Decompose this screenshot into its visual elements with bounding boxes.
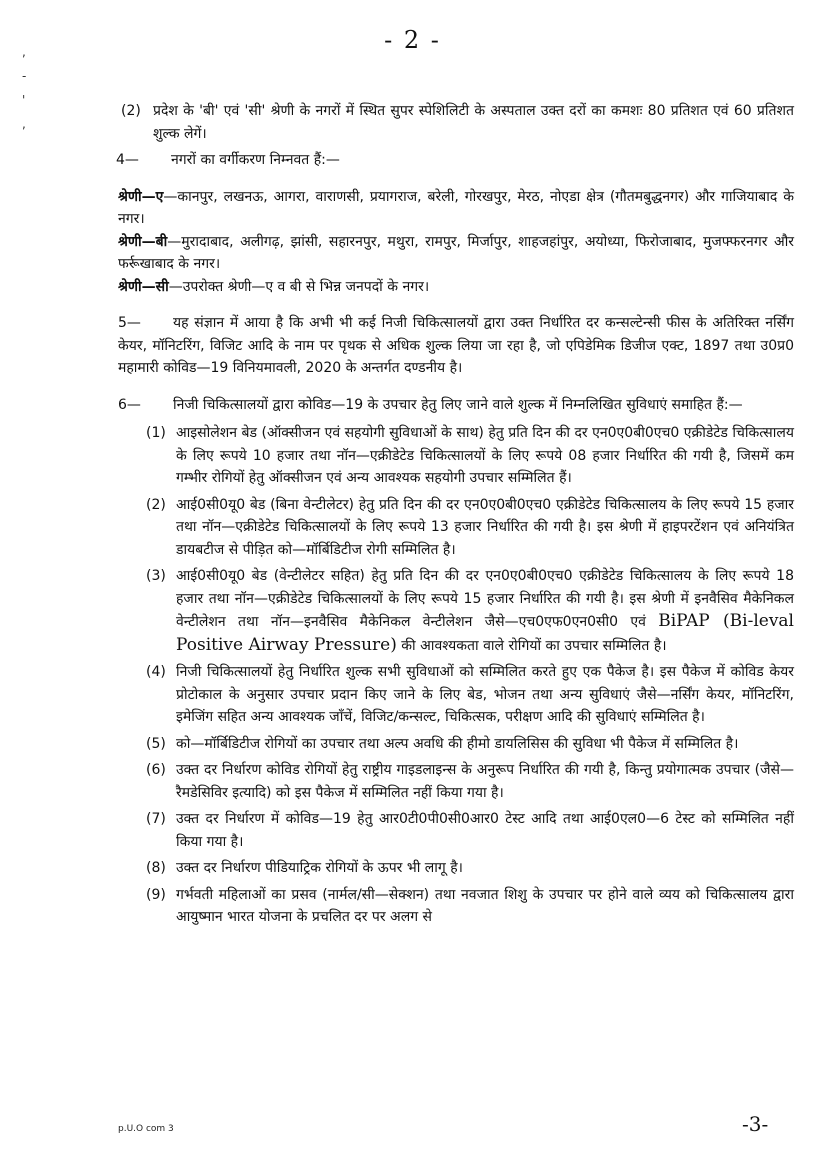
item-text: निजी चिकित्सालयों हेतु निर्धारित शुल्क सभी सुविधाओं को सम्मिलित करते हुए एक पैकेज है। इस पैकेज में कोविड केयर प्रोटोकाल के अनुसार उपचार प्रदान किए जाने के लिए बेड, भोजन तथा अन्य सुविधाएं जैसे—नर्सिंग केयर, मॉनिटरिंग, इमेजिंग सहित अन्य आवश्यक जाँचें, विजिट/कन्सल्ट, चिकित्सक, परीक्षण आदि की सुविधाएं सम्मिलित है। [176, 664, 794, 725]
item-text: उक्त दर निर्धारण में कोविड—19 हेतु आर0टी0पी0सी0आर0 टेस्ट आदि तथा आई0एल0—6 टेस्ट को सम्मिलित नहीं किया गया है। [176, 811, 794, 850]
category-b [118, 231, 794, 276]
bipap-text: BiPAP (Bi-leval Positive Airway Pressure) [176, 611, 794, 655]
item-number: (9) [146, 886, 166, 903]
list-item [146, 565, 794, 657]
item-text: आइसोलेशन बेड (ऑक्सीजन एवं सहयोगी सुविधाओं के साथ) हेतु प्रति दिन की दर एन0ए0बी0एच0 एक्रीडेटेड चिकित्सालय के लिए रूपये 10 हजार तथा नॉन—एक्रीडेटेड चिकित्सालयों के लिए रूपये 08 हजार निर्धारित की गयी है, जिसमें कम गम्भीर रोगियों हेतु ऑक्सीजन एवं अन्य आवश्यक सहयोगी उपचार सम्मिलित हैं। [176, 425, 794, 486]
list-item [146, 661, 794, 729]
page-number: - 2 - [384, 26, 441, 54]
margin-mark: , [22, 45, 26, 59]
section-heading-text: निजी चिकित्सालयों द्वारा कोविड—19 के उपचार हेतु लिए जाने वाले शुल्क में निम्नलिखित सुविधाएं समाहित हैं:— [173, 396, 743, 413]
item-text-tail: की आवश्यकता वाले रोगियों का उपचार सम्मिलित है। [396, 637, 667, 654]
item-number: (5) [146, 735, 166, 752]
item-number: (3) [146, 568, 166, 584]
section-5 [118, 312, 794, 380]
item-text: उक्त दर निर्धारण पीडियाट्रिक रोगियों के ऊपर भी लागू है। [176, 860, 463, 876]
category-text: —कानपुर, लखनऊ, आगरा, वाराणसी, प्रयागराज, बरेली, गोरखपुर, मेरठ, नोएडा क्षेत्र (गौतमबुद्धनगर) और गाजियाबाद के नगर। [118, 188, 794, 227]
item-number: (2) [121, 103, 141, 119]
list-item [146, 422, 794, 490]
footer-note: p.U.O com 3 [118, 1124, 174, 1134]
section-4-heading [116, 149, 794, 172]
section-number: 6— [118, 396, 141, 413]
item-text: को—मॉर्बिडिटीज रोगियों का उपचार तथा अल्प अवधि की हीमो डायलिसिस की सुविधा भी पैकेज में सम्मिलित है। [176, 735, 739, 752]
section-6-heading [118, 394, 794, 417]
section-heading-text: नगरों का वर्गीकरण निम्नवत हैं:— [171, 152, 340, 168]
category-c [118, 276, 794, 299]
category-text: —उपरोक्त श्रेणी—ए व बी से भिन्न जनपदों के नगर। [168, 278, 430, 295]
item-text-wrap [176, 565, 794, 657]
item-number: (7) [146, 811, 166, 827]
list-item [146, 808, 794, 853]
category-label: श्रेणी—सी [118, 278, 169, 295]
margin-mark: , [22, 117, 26, 131]
list-item [146, 494, 794, 562]
item-number: (1) [146, 425, 166, 441]
section-number: 5— [118, 315, 141, 331]
item-text: गर्भवती महिलाओं का प्रसव (नार्मल/सी—सेक्शन) तथा नवजात शिशु के उपचार पर होने वाले व्यय को चिकित्सालय द्वारा आयुष्मान भारत योजना के प्रचलित दर पर अलग से [176, 886, 794, 925]
paragraph-3-2 [118, 100, 794, 145]
city-categories [118, 186, 794, 299]
list-item [146, 857, 794, 880]
list-item [146, 884, 794, 929]
item-number: (4) [146, 664, 166, 680]
item-number: (6) [146, 762, 166, 778]
margin-mark: - [22, 69, 27, 83]
item-text: आई0सी0यू0 बेड (वेन्टीलेटर सहित) हेतु प्रति दिन की दर एन0ए0बी0एच0 एक्रीडेटेड चिकित्सालय के लिए रूपये 18 हजार तथा नॉन—एक्रीडेटेड चिकित्सालयों के लिए रूपये 15 हजार निर्धारित की गयी है। इस श्रेणी में इनवैसिव मैकेनिकल वेन्टीलेशन तथा नॉन—इनवैसिव मैकेनिकल वेन्टीलेशन जैसे—एच0एफ0एन0सी0 एवं [176, 568, 794, 630]
item-number: (8) [146, 860, 166, 876]
margin-marks [22, 40, 26, 136]
margin-mark: ' [22, 93, 26, 107]
document-body [118, 100, 794, 933]
item-number: (2) [146, 496, 166, 513]
category-label: श्रेणी—ए [118, 188, 164, 205]
next-page-number: -3- [742, 1112, 769, 1136]
list-item [146, 759, 794, 804]
section-text: यह संज्ञान में आया है कि अभी भी कई निजी चिकित्सालयों द्वारा उक्त निर्धारित दर कन्सल्टेन्सी फीस के अतिरिक्त नर्सिंग केयर, मॉनिटरिंग, विजिट आदि के नाम पर पृथक से अधिक शुल्क लिया जा रहा है, जो एपिडेमिक डिजीज एक्ट, 1897 तथा उ0प्र0 महामारी कोविड—19 विनियमावली, 2020 के अन्तर्गत दण्डनीय है। [118, 315, 794, 376]
category-label: श्रेणी—बी [118, 233, 168, 250]
item-text: उक्त दर निर्धारण कोविड रोगियों हेतु राष्ट्रीय गाइडलाइन्स के अनुरूप निर्धारित की गयी है, किन्तु प्रयोगात्मक उपचार (जैसे—रैमडेसिविर इत्यादि) को इस पैकेज में सम्मिलित नहीं किया गया है। [176, 762, 794, 801]
list-item [146, 733, 794, 756]
facility-list [118, 422, 794, 929]
category-text: —मुरादाबाद, अलीगढ़, झांसी, सहारनपुर, मथुरा, रामपुर, मिर्जापुर, शाहजहांपुर, अयोध्या, फिरोजाबाद, मुजफ्फरनगर और फर्रूखाबाद के नगर। [118, 233, 794, 272]
category-a [118, 186, 794, 231]
section-number: 4— [116, 152, 139, 168]
paragraph-text: प्रदेश के 'बी' एवं 'सी' श्रेणी के नगरों में स्थित सुपर स्पेशिलिटी के अस्पताल उक्त दरों का कमशः 80 प्रतिशत एवं 60 प्रतिशत शुल्क लेगें। [153, 103, 794, 142]
item-text: आई0सी0यू0 बेड (बिना वेन्टीलेटर) हेतु प्रति दिन की दर एन0ए0बी0एच0 एक्रीडेटेड चिकित्सालय के लिए रूपये 15 हजार तथा नॉन—एक्रीडेटेड चिकित्सालयों के लिए रूपये 13 हजार निर्धारित की गयी है। इस श्रेणी में हाइपरटेंशन एवं अनियंत्रित डायबटीज से पीड़ित को—मॉर्बिडिटीज रोगी सम्मिलित है। [176, 496, 794, 558]
